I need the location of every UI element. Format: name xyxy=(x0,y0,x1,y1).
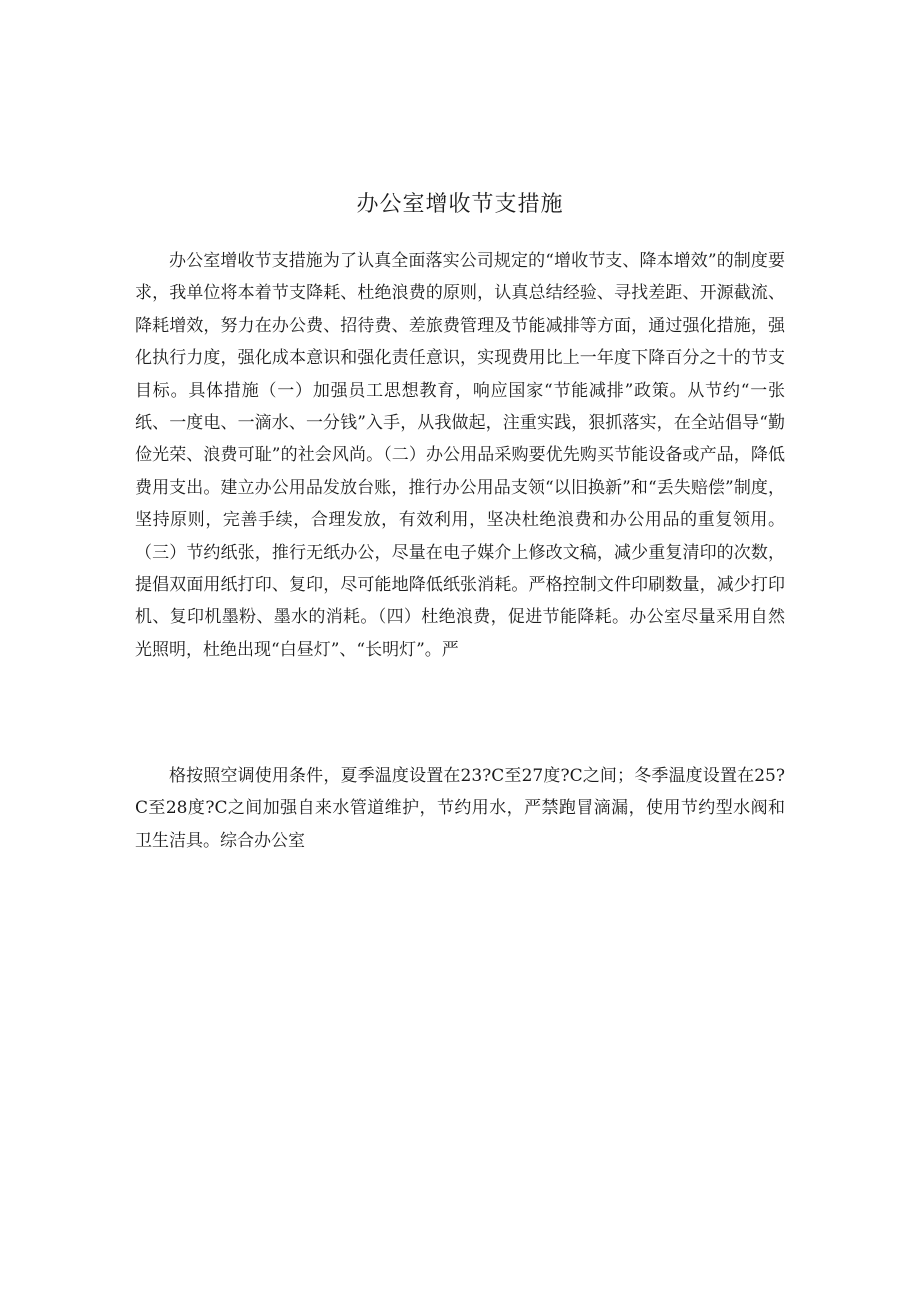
body-paragraph-1: 办公室增收节支措施为了认真全面落实公司规定的“增收节支、降本增效”的制度要求，我单位将本着节支降耗、杜绝浪费的原则，认真总结经验、寻找差距、开源截流、降耗增效，努力在办公费、招待费、差旅费管理及节能减排等方面，通过强化措施，强化执行力度，强化成本意识和强化责任意识，实现费用比上一年度下降百分之十的节支目标。具体措施（一）加强员工思想教育，响应国家“节能减排”政策。从节约“一张纸、一度电、一滴水、一分钱”入手，从我做起，注重实践，狠抓落实，在全站倡导“勤俭光荣、浪费可耻”的社会风尚。（二）办公用品采购要优先购买节能设备或产品，降低费用支出。建立办公用品发放台账，推行办公用品支领“以旧换新”和“丢失赔偿”制度，坚持原则，完善手续，合理发放，有效利用，坚决杜绝浪费和办公用品的重复领用。（三）节约纸张，推行无纸办公，尽量在电子媒介上修改文稿，减少重复清印的次数，提倡双面用纸打印、复印，尽可能地降低纸张消耗。严格控制文件印刷数量，减少打印机、复印机墨粉、墨水的消耗。（四）杜绝浪费，促进节能降耗。办公室尽量采用自然光照明，杜绝出现“白昼灯”、“长明灯”。严 xyxy=(135,251,785,660)
document-title: 办公室增收节支措施 xyxy=(356,192,564,217)
body-paragraph-2: 格按照空调使用条件，夏季温度设置在23?C至27度?C之间；冬季温度设置在25?C至28度?C之间加强自来水管道维护，节约用水，严禁跑冒滴漏，使用节约型水阀和卫生洁具。综合办公室 xyxy=(135,766,785,851)
